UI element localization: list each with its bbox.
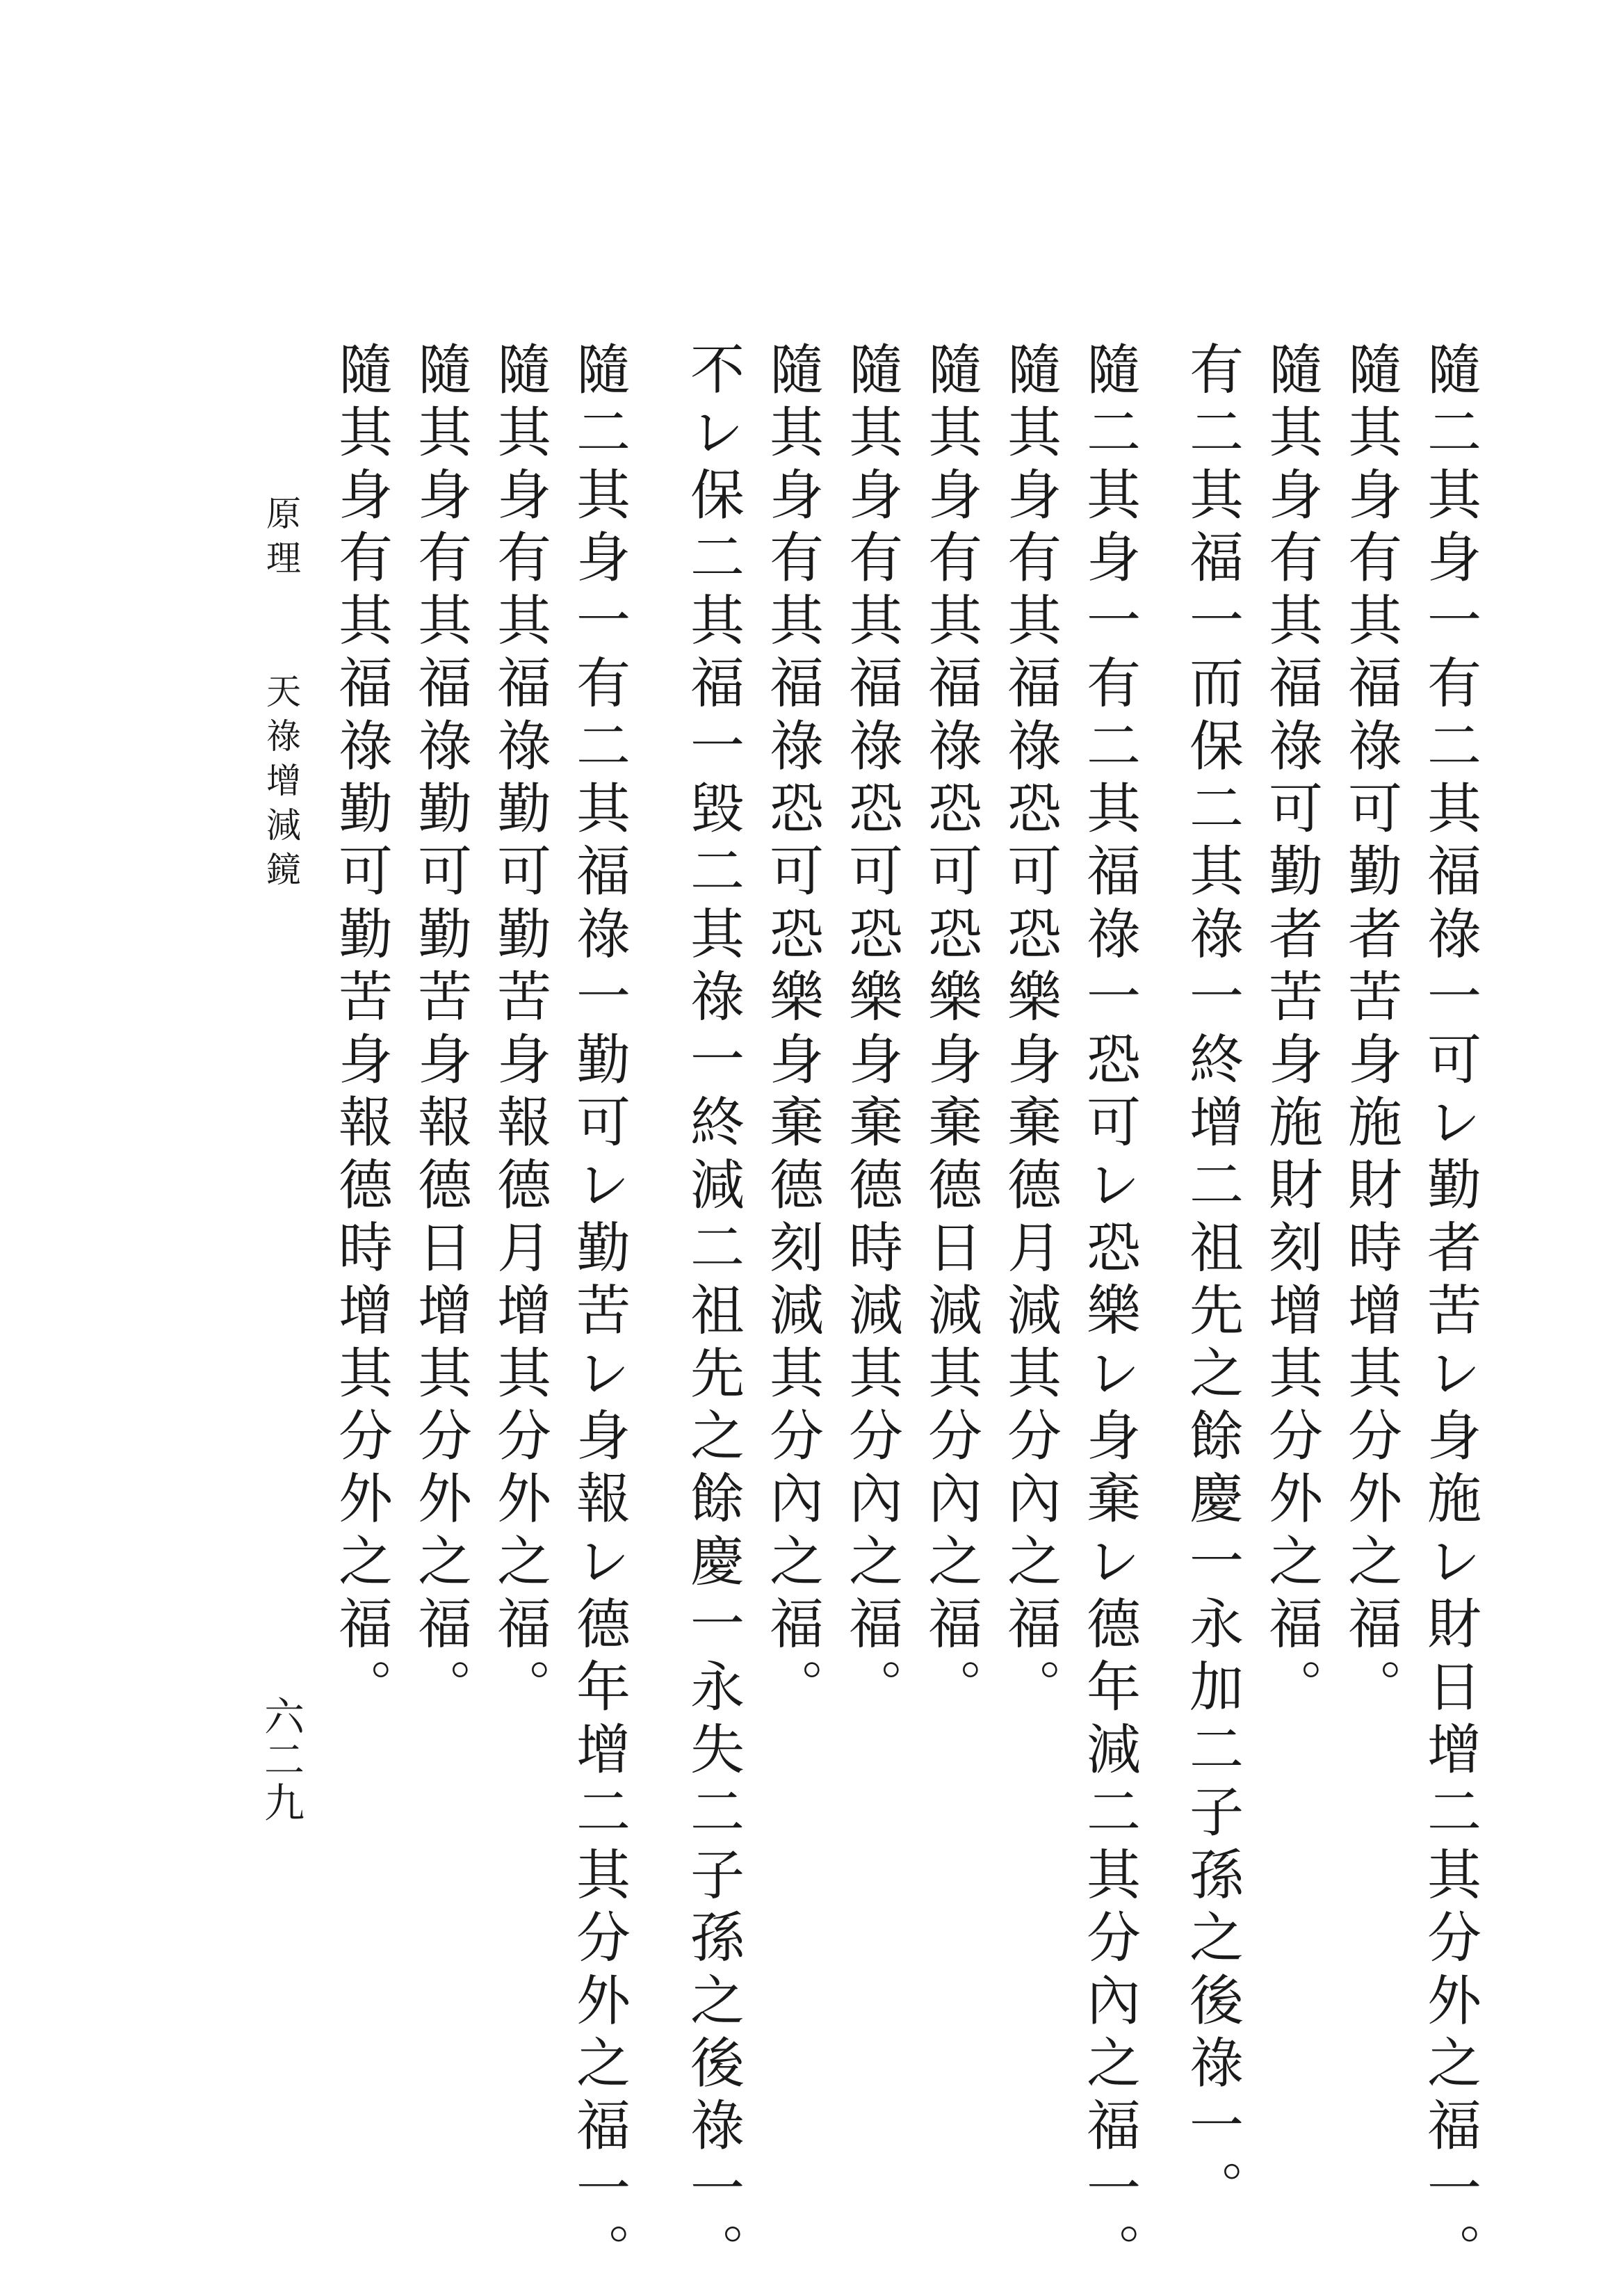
text-column-1: 隨二其身一有二其福祿一可レ勤者苦レ身施レ財日增二其分外之福一。 — [1418, 341, 1481, 2286]
header-title: 天祿增減鏡 — [261, 673, 301, 896]
text-column-4: 有二其福一而保二其祿一終增二祖先之餘慶一永加二子孫之後祿一。 — [1180, 341, 1243, 2222]
text-column-9: 隨其身有其福祿恐可恐樂身棄德刻減其分內之福。 — [761, 341, 823, 1721]
text-column-6: 隨其身有其福祿恐可恐樂身棄德月減其分內之福。 — [998, 341, 1061, 1721]
text-column-2: 隨其身有其福祿可勤者苦身施財時增其分外之福。 — [1339, 341, 1402, 1721]
text-column-7: 隨其身有其福祿恐可恐樂身棄德日減其分內之福。 — [919, 341, 982, 1721]
text-column-14: 隨其身有其福祿勤可勤苦身報德時增其分外之福。 — [330, 341, 392, 1721]
running-header — [256, 495, 306, 896]
text-column-13: 隨其身有其福祿勤可勤苦身報德日增其分外之福。 — [409, 341, 471, 1721]
text-column-3: 隨其身有其福祿可勤者苦身施財刻增其分外之福。 — [1260, 341, 1322, 1721]
header-section: 原理 — [261, 495, 301, 584]
page-number: 六二九 — [257, 1695, 304, 1825]
text-column-10: 不レ保二其福一毀二其祿一終減二祖先之餘慶一永失二子孫之後祿一。 — [681, 341, 744, 2286]
text-column-12: 隨其身有其福祿勤可勤苦身報德月增其分外之福。 — [488, 341, 551, 1721]
text-column-8: 隨其身有其福祿恐可恐樂身棄德時減其分內之福。 — [840, 341, 902, 1721]
text-column-5: 隨二其身一有二其福祿一恐可レ恐樂レ身棄レ德年減二其分內之福一。 — [1078, 341, 1140, 2286]
text-column-11: 隨二其身一有二其福祿一勤可レ勤苦レ身報レ德年增二其分外之福一。 — [567, 341, 630, 2286]
